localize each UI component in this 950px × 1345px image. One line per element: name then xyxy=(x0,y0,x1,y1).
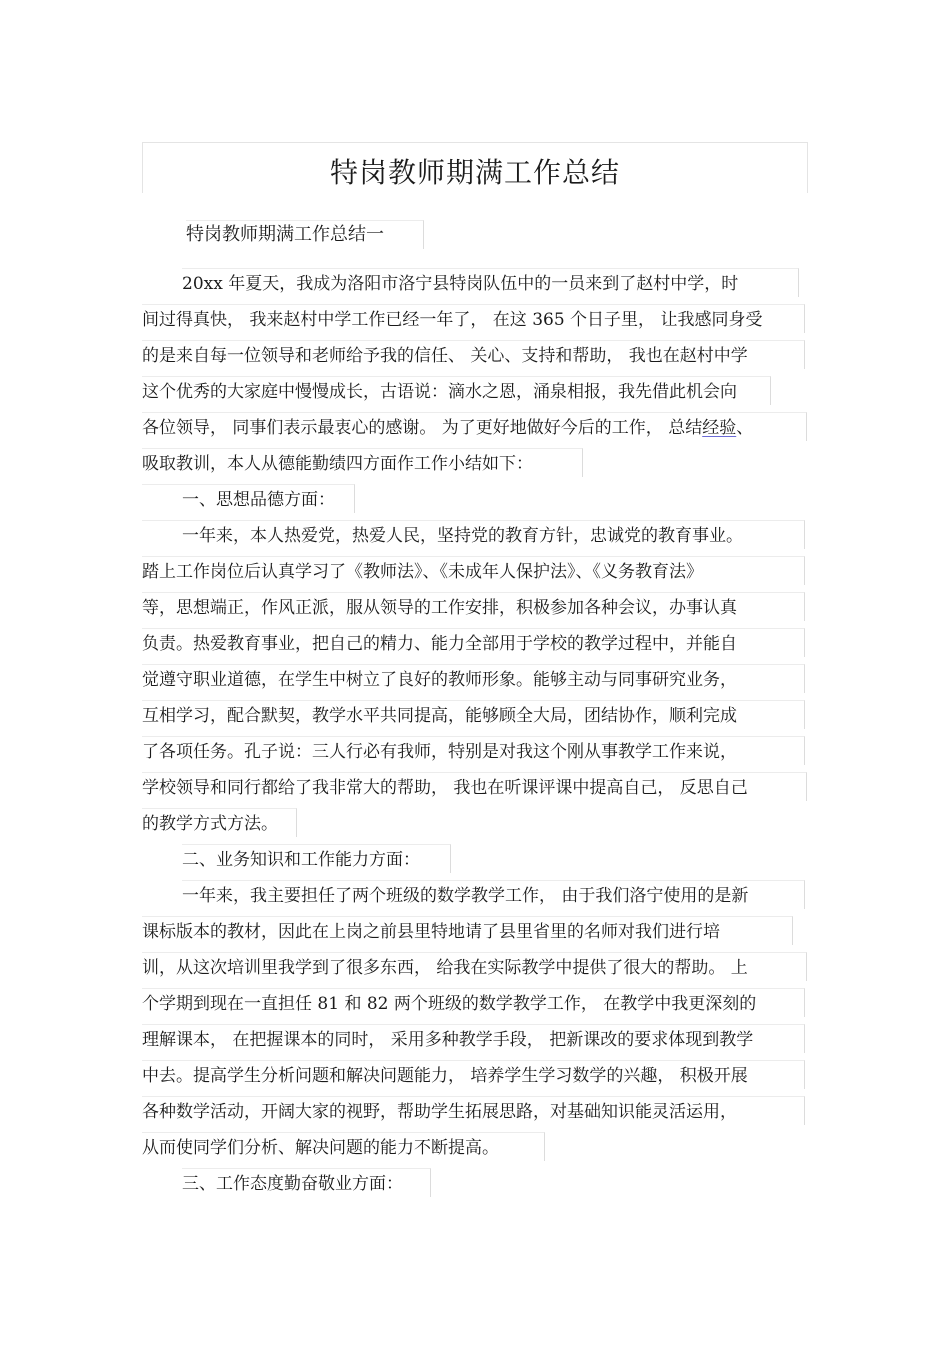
line-text: 各位领导， 同事们表示最衷心的感谢。 为了更好地做好今后的工作， 总结 xyxy=(142,418,703,438)
paragraph-line xyxy=(142,1138,499,1158)
section-subtitle xyxy=(186,225,384,245)
paragraph-line xyxy=(142,994,756,1014)
line-text: 等，思想端正，作风正派，服从领导的工作安排，积极参加各种会议，办事认真 xyxy=(142,598,737,618)
paragraph-line xyxy=(142,634,737,654)
line-text: 各种数学活动，开阔大家的视野，帮助学生拓展思路，对基础知识能灵活运用， xyxy=(142,1102,737,1122)
section-heading xyxy=(182,850,420,870)
heading-text: 三、工作态度勤奋敬业方面： xyxy=(182,1174,403,1194)
paragraph-line xyxy=(142,1030,753,1050)
paragraph-line xyxy=(142,1102,737,1122)
line-text: 这个优秀的大家庭中慢慢成长，古语说：滴水之恩，涌泉相报，我先借此机会向 xyxy=(142,382,737,402)
paragraph-line xyxy=(142,958,748,978)
line-text: 一年来，本人热爱党，热爱人民，坚持党的教育方针，忠诚党的教育事业。 xyxy=(182,526,743,546)
page-title: 特岗教师期满工作总结 xyxy=(329,156,620,189)
line-text: 的教学方式方法。 xyxy=(142,814,278,834)
paragraph-line xyxy=(142,310,762,330)
paragraph-line xyxy=(182,526,743,546)
line-text: 负责。热爱教育事业，把自己的精力、能力全部用于学校的教学过程中，并能自 xyxy=(142,634,737,654)
paragraph-line xyxy=(142,814,278,834)
line-text: 个学期到现在一直担任 81 和 82 两个班级的数学教学工作， 在教学中我更深刻的 xyxy=(142,994,757,1014)
paragraph-line xyxy=(142,382,737,402)
paragraph-line xyxy=(182,886,748,906)
line-text: 一年来，我主要担任了两个班级的数学教学工作， 由于我们洛宁使用的是新 xyxy=(182,886,749,906)
heading-text: 二、业务知识和工作能力方面： xyxy=(182,850,420,870)
line-text: 理解课本， 在把握课本的同时， 采用多种教学手段， 把新课改的要求体现到教学 xyxy=(142,1030,754,1050)
paragraph-line xyxy=(142,1066,748,1086)
heading-text: 一、思想品德方面： xyxy=(182,490,335,510)
line-text: 踏上工作岗位后认真学习了《教师法》、《未成年人保护法》、《义务教育法》 xyxy=(142,562,703,582)
paragraph-line xyxy=(142,670,737,690)
line-text: 的是来自每一位领导和老师给予我的信任、 关心、支持和帮助， 我也在赵村中学 xyxy=(142,346,748,366)
line-text: 学校领导和同行都给了我非常大的帮助， 我也在听课评课中提高自己， 反思自己 xyxy=(142,778,748,798)
line-text: 间过得真快， 我来赵村中学工作已经一年了， 在这 365 个日子里， 让我感同身受 xyxy=(142,310,763,330)
paragraph-line xyxy=(142,922,720,942)
section-heading xyxy=(182,1174,403,1194)
subtitle-text: 特岗教师期满工作总结一 xyxy=(186,224,384,245)
line-text: 训，从这次培训里我学到了很多东西， 给我在实际教学中提供了很大的帮助。 上 xyxy=(142,958,748,978)
line-text: 课标版本的教材，因此在上岗之前县里特地请了县里省里的名师对我们进行培 xyxy=(142,922,720,942)
paragraph-line xyxy=(142,598,737,618)
line-text: 从而使同学们分析、解决问题的能力不断提高。 xyxy=(142,1138,499,1158)
line-text: 吸取教训，本人从德能勤绩四方面作工作小结如下： xyxy=(142,454,533,474)
line-text: 了各项任务。孔子说：三人行必有我师，特别是对我这个刚从事教学工作来说， xyxy=(142,742,737,762)
underlined-word: 经验 xyxy=(702,418,737,438)
paragraph-line xyxy=(142,454,533,474)
paragraph-line xyxy=(142,778,748,798)
paragraph-line xyxy=(142,346,748,366)
line-tail: 、 xyxy=(736,418,754,438)
paragraph-line xyxy=(142,742,737,762)
paragraph-line xyxy=(142,418,753,438)
paragraph-line xyxy=(182,274,738,294)
line-text: 互相学习，配合默契，教学水平共同提高，能够顾全大局，团结协作，顺利完成 xyxy=(142,706,737,726)
paragraph-line xyxy=(142,706,737,726)
section-heading xyxy=(182,490,335,510)
title-frame xyxy=(142,142,808,193)
paragraph-line xyxy=(142,562,703,582)
line-text: 觉遵守职业道德，在学生中树立了良好的教师形象。能够主动与同事研究业务， xyxy=(142,670,737,690)
line-text: 20xx 年夏天，我成为洛阳市洛宁县特岗队伍中的一员来到了赵村中学，时 xyxy=(182,274,739,294)
line-text: 中去。提高学生分析问题和解决问题能力， 培养学生学习数学的兴趣， 积极开展 xyxy=(142,1066,748,1086)
